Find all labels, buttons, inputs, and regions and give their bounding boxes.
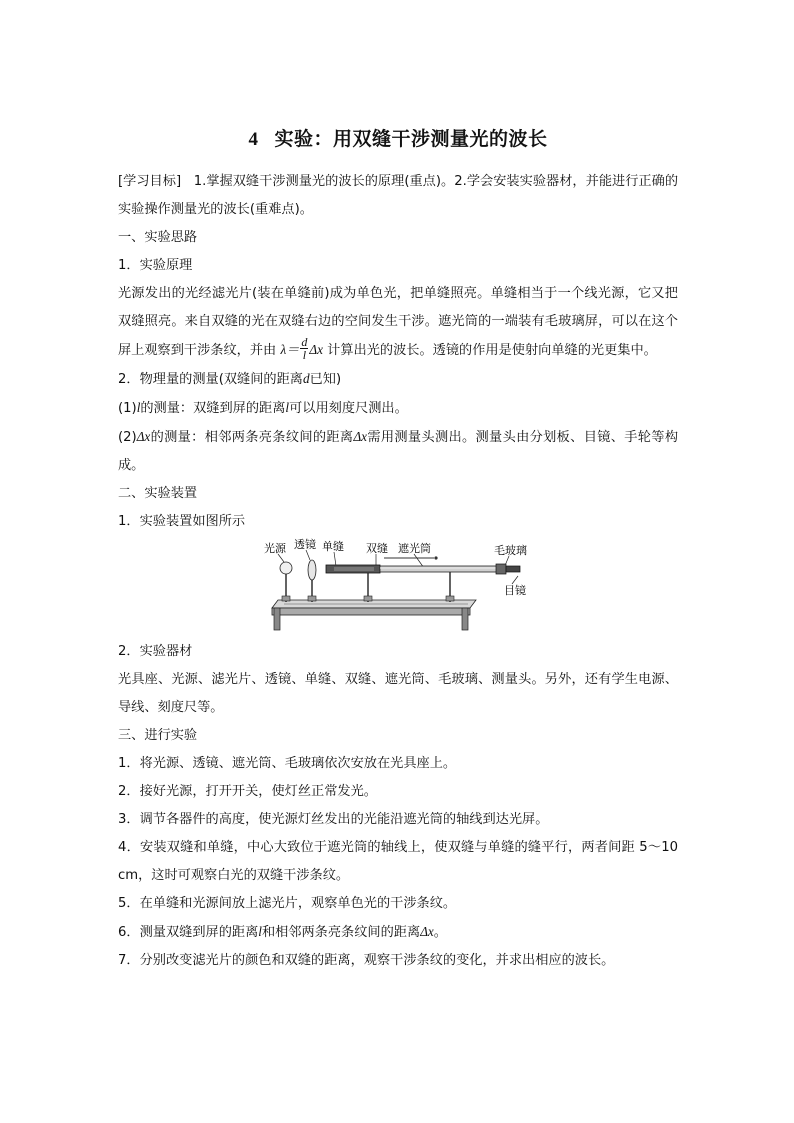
principle-text-b: 计算出光的波长。透镜的作用是使射向单缝的光更集中。	[327, 343, 657, 358]
label-light-source: 光源	[264, 542, 286, 555]
apparatus-figure	[118, 536, 678, 638]
tube-assembly	[326, 556, 520, 602]
lens-element	[308, 560, 316, 602]
label-eyepiece: 目镜	[504, 584, 526, 597]
document-page	[118, 0, 678, 1123]
step6-prefix: 6．测量双缝到屏的距离	[118, 925, 259, 940]
learning-objectives	[118, 168, 678, 224]
m1-suffix: 可以用刻度尺测出。	[289, 401, 408, 416]
step-7: 7．分别改变滤光片的颜色和双缝的距离，观察干涉条纹的变化，并求出相应的波长。	[118, 953, 615, 968]
label-screen: 毛玻璃	[494, 544, 527, 557]
section3-heading: 三、进行实验	[118, 728, 198, 743]
step6-mid: 和相邻两条亮条纹间的距离	[261, 925, 421, 940]
m1-var: l	[136, 400, 141, 415]
m2-var2: Δx	[353, 429, 368, 444]
m2-suffix: 需用测量头测出。测量头由分划板、目镜、手轮等构成。	[118, 430, 679, 473]
m2-prefix: (2)	[118, 430, 137, 445]
step-4: 4．安装双缝和单缝，中心大致位于遮光筒的轴线上，使双缝与单缝的缝平行，两者间距 5～10 cm，这时可观察白光的双缝干涉条纹。	[118, 840, 678, 883]
label-single-slit: 单缝	[322, 540, 344, 553]
page-title	[118, 124, 678, 151]
title-text: 实验：用双缝干涉测量光的波长	[274, 128, 548, 150]
label-double-slit: 双缝	[366, 542, 388, 555]
sub2-prefix: 2．物理量的测量(双缝间的距离	[118, 372, 303, 387]
document-body	[118, 168, 678, 975]
step-3: 3．调节各器件的高度，使光源灯丝发出的光能沿遮光筒的轴线到达光屏。	[118, 812, 549, 827]
m1-prefix: (1)	[118, 401, 137, 416]
objectives-tag: [学习目标]	[118, 174, 182, 189]
measure-l	[118, 394, 678, 423]
m1-mid: 的测量：双缝到屏的距离	[140, 401, 286, 416]
step6-var: l	[258, 924, 262, 939]
optical-bench	[272, 600, 476, 630]
formula-fraction	[300, 336, 308, 361]
formula-denominator: l	[302, 347, 307, 362]
step-5: 5．在单缝和光源间放上滤光片，观察单色光的干涉条纹。	[118, 896, 457, 911]
label-tube: 遮光筒	[398, 542, 431, 555]
sub2-suffix: 已知)	[309, 372, 342, 387]
section1-heading: 一、实验思路	[118, 230, 198, 245]
m2-var: Δx	[136, 429, 151, 444]
section2-sub1: 1．实验装置如图所示	[118, 514, 246, 529]
step-6	[118, 918, 678, 947]
apparatus-diagram	[264, 538, 534, 634]
section2-sub2: 2．实验器材	[118, 644, 193, 659]
principle-paragraph	[118, 280, 678, 365]
sub2-var: d	[302, 371, 310, 386]
section1-sub2	[118, 365, 678, 394]
title-number: 4	[248, 129, 259, 150]
objectives-text: 1.掌握双缝干涉测量光的波长的原理(重点)。2.学会安装实验器材，并能进行正确的实验操作测量光的波长(重难点)。	[118, 174, 679, 217]
step-2: 2．接好光源，打开开关，使灯丝正常发光。	[118, 784, 377, 799]
label-lens: 透镜	[294, 538, 316, 551]
step-1: 1．将光源、透镜、遮光筒、毛玻璃依次安放在光具座上。	[118, 756, 457, 771]
section2-heading: 二、实验装置	[118, 486, 198, 501]
principle-text-a: 光源发出的光经滤光片(装在单缝前)成为单色光，把单缝照亮。单缝相当于一个线光源，它又把双缝照亮。来自双缝的光在双缝右边的空间发生干涉。遮光筒的一端装有毛玻璃屏，可以在这个屏上观察到干涉条纹，并由	[118, 286, 678, 358]
step6-suffix: 。	[433, 925, 447, 940]
m1-var2: l	[285, 400, 290, 415]
equipment-list: 光具座、光源、滤光片、透镜、单缝、双缝、遮光筒、毛玻璃、测量头。另外，还有学生电源、导线、刻度尺等。	[118, 672, 678, 715]
light-source-bulb	[280, 562, 292, 602]
formula-rhs: Δx	[309, 342, 323, 357]
formula-numerator: d	[301, 334, 308, 349]
section1-sub1: 1．实验原理	[118, 258, 193, 273]
measure-dx	[118, 423, 678, 480]
formula-lhs: λ＝	[280, 342, 300, 357]
step6-var2: Δx	[420, 924, 434, 939]
m2-mid: 的测量：相邻两条亮条纹间的距离	[150, 430, 354, 445]
